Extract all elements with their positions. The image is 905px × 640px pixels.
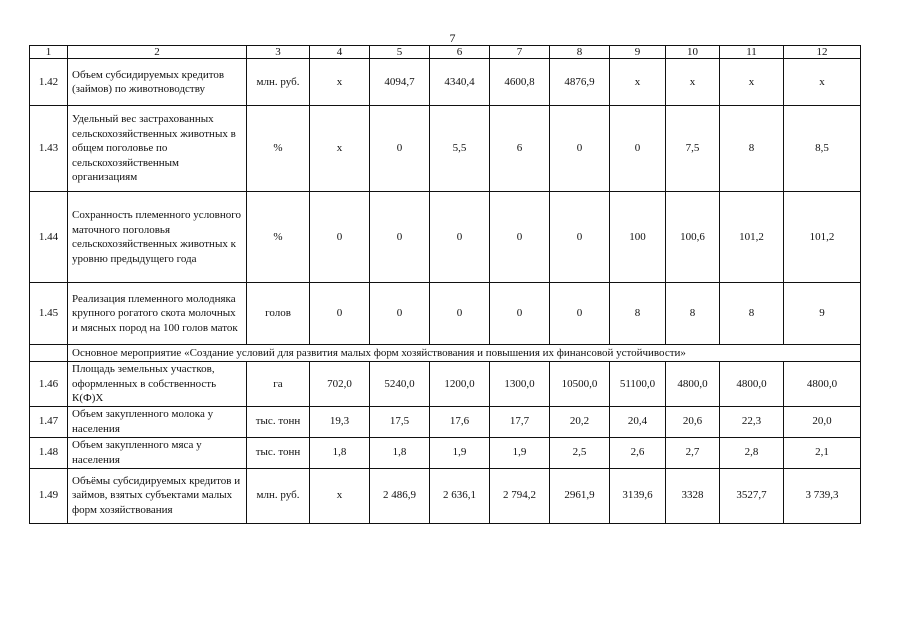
table-row: [30, 192, 861, 283]
indicator-name: Объёмы субсидируемых кредитов и займов, взятых субъектами малых форм хозяйствования: [68, 468, 247, 523]
table-row: [30, 362, 861, 407]
unit-cell: тыс. тонн: [247, 437, 310, 468]
column-number-7: 7: [490, 46, 550, 59]
unit-cell: голов: [247, 283, 310, 345]
indicator-name: Сохранность племенного условного маточного поголовья сельскохозяйственных животных к уровню предыдущего года: [68, 192, 247, 283]
value-cell: 20,2: [550, 406, 610, 437]
value-cell: 1,8: [370, 437, 430, 468]
value-cell: 101,2: [784, 192, 861, 283]
value-cell: 2 486,9: [370, 468, 430, 523]
page-number: 7: [449, 31, 456, 45]
value-cell: 17,7: [490, 406, 550, 437]
column-number-8: 8: [550, 46, 610, 59]
value-cell: 17,5: [370, 406, 430, 437]
value-cell: 19,3: [310, 406, 370, 437]
unit-cell: %: [247, 192, 310, 283]
value-cell: 0: [370, 283, 430, 345]
value-cell: 0: [310, 192, 370, 283]
table-row: [30, 59, 861, 106]
value-cell: 4800,0: [784, 362, 861, 407]
table-row: [30, 437, 861, 468]
value-cell: 4094,7: [370, 59, 430, 106]
value-cell: 2 794,2: [490, 468, 550, 523]
value-cell: 0: [550, 192, 610, 283]
column-number-12: 12: [784, 46, 861, 59]
value-cell: 3328: [666, 468, 720, 523]
value-cell: 2961,9: [550, 468, 610, 523]
value-cell: 0: [490, 283, 550, 345]
section-blank-cell: [30, 345, 68, 362]
value-cell: 7,5: [666, 106, 720, 192]
value-cell: 3139,6: [610, 468, 666, 523]
value-cell: 3527,7: [720, 468, 784, 523]
value-cell: 10500,0: [550, 362, 610, 407]
indicator-name: Объем субсидируемых кредитов (займов) по животноводству: [68, 59, 247, 106]
column-number-10: 10: [666, 46, 720, 59]
value-cell: 0: [370, 192, 430, 283]
value-cell: x: [666, 59, 720, 106]
indicator-name: Объем закупленного мяса у населения: [68, 437, 247, 468]
indicator-name: Реализация племенного молодняка крупного рогатого скота молочных и мясных пород на 100 голов маток: [68, 283, 247, 345]
value-cell: 0: [490, 192, 550, 283]
column-number-11: 11: [720, 46, 784, 59]
value-cell: 0: [430, 283, 490, 345]
indicator-name: Удельный вес застрахованных сельскохозяйственных животных в общем поголовье по сельскохозяйственным организациям: [68, 106, 247, 192]
value-cell: 100: [610, 192, 666, 283]
row-number: 1.48: [30, 437, 68, 468]
value-cell: 702,0: [310, 362, 370, 407]
value-cell: 0: [370, 106, 430, 192]
value-cell: 5240,0: [370, 362, 430, 407]
value-cell: x: [610, 59, 666, 106]
unit-cell: млн. руб.: [247, 59, 310, 106]
value-cell: 9: [784, 283, 861, 345]
value-cell: 3 739,3: [784, 468, 861, 523]
value-cell: 2,7: [666, 437, 720, 468]
column-number-2: 2: [68, 46, 247, 59]
indicator-name: Площадь земельных участков, оформленных в собственность К(Ф)Х: [68, 362, 247, 407]
value-cell: 51100,0: [610, 362, 666, 407]
row-number: 1.44: [30, 192, 68, 283]
value-cell: 0: [550, 106, 610, 192]
unit-cell: тыс. тонн: [247, 406, 310, 437]
value-cell: 1,8: [310, 437, 370, 468]
section-row: [30, 345, 861, 362]
value-cell: 8: [610, 283, 666, 345]
value-cell: 1,9: [490, 437, 550, 468]
row-number: 1.49: [30, 468, 68, 523]
value-cell: 0: [610, 106, 666, 192]
value-cell: 17,6: [430, 406, 490, 437]
value-cell: 20,4: [610, 406, 666, 437]
column-number-4: 4: [310, 46, 370, 59]
value-cell: 0: [310, 283, 370, 345]
indicator-name: Объем закупленного молока у населения: [68, 406, 247, 437]
column-number-9: 9: [610, 46, 666, 59]
column-number-3: 3: [247, 46, 310, 59]
value-cell: 2,8: [720, 437, 784, 468]
value-cell: 8: [666, 283, 720, 345]
unit-cell: млн. руб.: [247, 468, 310, 523]
value-cell: 4600,8: [490, 59, 550, 106]
value-cell: x: [784, 59, 861, 106]
value-cell: 4800,0: [666, 362, 720, 407]
table-row: [30, 406, 861, 437]
table-row: [30, 468, 861, 523]
value-cell: 6: [490, 106, 550, 192]
section-title: Основное мероприятие «Создание условий для развития малых форм хозяйствования и повышения их финансовой устойчивости»: [68, 345, 861, 362]
value-cell: 4876,9: [550, 59, 610, 106]
value-cell: 2,6: [610, 437, 666, 468]
value-cell: 0: [550, 283, 610, 345]
value-cell: 20,0: [784, 406, 861, 437]
table-row: [30, 106, 861, 192]
value-cell: 1300,0: [490, 362, 550, 407]
value-cell: 8: [720, 106, 784, 192]
value-cell: x: [310, 468, 370, 523]
indicators-table: [29, 45, 861, 524]
row-number: 1.43: [30, 106, 68, 192]
value-cell: x: [310, 59, 370, 106]
row-number: 1.45: [30, 283, 68, 345]
row-number: 1.47: [30, 406, 68, 437]
value-cell: 4340,4: [430, 59, 490, 106]
value-cell: 2,1: [784, 437, 861, 468]
value-cell: 100,6: [666, 192, 720, 283]
value-cell: 1200,0: [430, 362, 490, 407]
value-cell: 5,5: [430, 106, 490, 192]
value-cell: 2 636,1: [430, 468, 490, 523]
value-cell: 20,6: [666, 406, 720, 437]
row-number: 1.46: [30, 362, 68, 407]
value-cell: x: [310, 106, 370, 192]
unit-cell: %: [247, 106, 310, 192]
table-header-row: [30, 46, 861, 59]
table-row: [30, 283, 861, 345]
value-cell: 101,2: [720, 192, 784, 283]
value-cell: x: [720, 59, 784, 106]
column-number-1: 1: [30, 46, 68, 59]
column-number-5: 5: [370, 46, 430, 59]
value-cell: 8,5: [784, 106, 861, 192]
column-number-6: 6: [430, 46, 490, 59]
value-cell: 4800,0: [720, 362, 784, 407]
value-cell: 2,5: [550, 437, 610, 468]
value-cell: 1,9: [430, 437, 490, 468]
unit-cell: га: [247, 362, 310, 407]
value-cell: 8: [720, 283, 784, 345]
value-cell: 22,3: [720, 406, 784, 437]
row-number: 1.42: [30, 59, 68, 106]
value-cell: 0: [430, 192, 490, 283]
